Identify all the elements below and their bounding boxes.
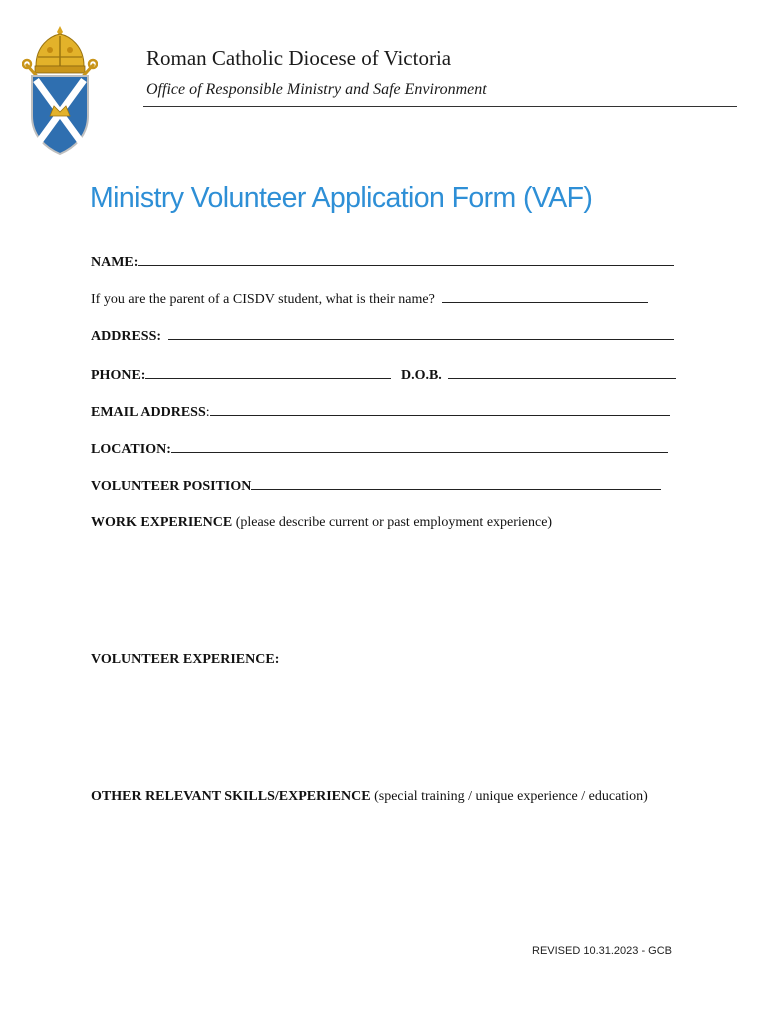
email-input[interactable]: [210, 403, 670, 416]
volunteer-position-label: VOLUNTEER POSITION: [91, 479, 252, 494]
address-input[interactable]: [168, 327, 674, 340]
address-label: ADDRESS:: [91, 329, 162, 344]
work-experience-label: WORK EXPERIENCE: [91, 515, 233, 530]
volunteer-experience-section: [91, 652, 279, 668]
other-skills-label: OTHER RELEVANT SKILLS/EXPERIENCE: [91, 789, 371, 804]
name-field-row: [91, 253, 674, 271]
volunteer-experience-input[interactable]: [91, 675, 681, 775]
student-name-input[interactable]: [442, 290, 648, 303]
dob-label: D.O.B.: [400, 368, 442, 383]
organization-name: Roman Catholic Diocese of Victoria: [146, 46, 452, 70]
name-input[interactable]: [138, 253, 674, 266]
phone-dob-row: [91, 366, 676, 384]
location-input[interactable]: [171, 440, 668, 453]
dob-input[interactable]: [448, 366, 676, 379]
address-field-row: [91, 327, 674, 345]
work-experience-input[interactable]: [91, 538, 681, 643]
parent-question-label: If you are the parent of a CISDV student, what is their name?: [91, 292, 435, 307]
form-title: Ministry Volunteer Application Form (VAF): [90, 182, 593, 214]
diocese-crest-icon: [22, 24, 98, 156]
location-label: LOCATION:: [91, 442, 171, 457]
email-label: EMAIL ADDRESS: [91, 405, 206, 420]
email-colon: :: [205, 405, 210, 420]
volunteer-position-input[interactable]: [251, 477, 661, 490]
name-label: NAME:: [91, 255, 139, 270]
email-field-row: [91, 403, 670, 421]
volunteer-position-row: [91, 477, 661, 495]
location-field-row: [91, 440, 668, 458]
volunteer-experience-label: VOLUNTEER EXPERIENCE:: [91, 652, 280, 667]
phone-input[interactable]: [145, 366, 391, 379]
revision-footer: REVISED 10.31.2023 - GCB: [532, 945, 673, 957]
other-skills-section: [91, 786, 651, 807]
parent-question-row: [91, 290, 648, 308]
office-name: Office of Responsible Ministry and Safe Environment: [146, 81, 487, 98]
work-experience-section: [91, 515, 552, 531]
phone-label: PHONE:: [91, 368, 146, 383]
header-divider: [143, 106, 737, 107]
work-experience-hint: (please describe current or past employment experience): [235, 515, 553, 530]
other-skills-input[interactable]: [91, 832, 681, 932]
other-skills-hint: (special training / unique experience / education): [374, 789, 648, 804]
